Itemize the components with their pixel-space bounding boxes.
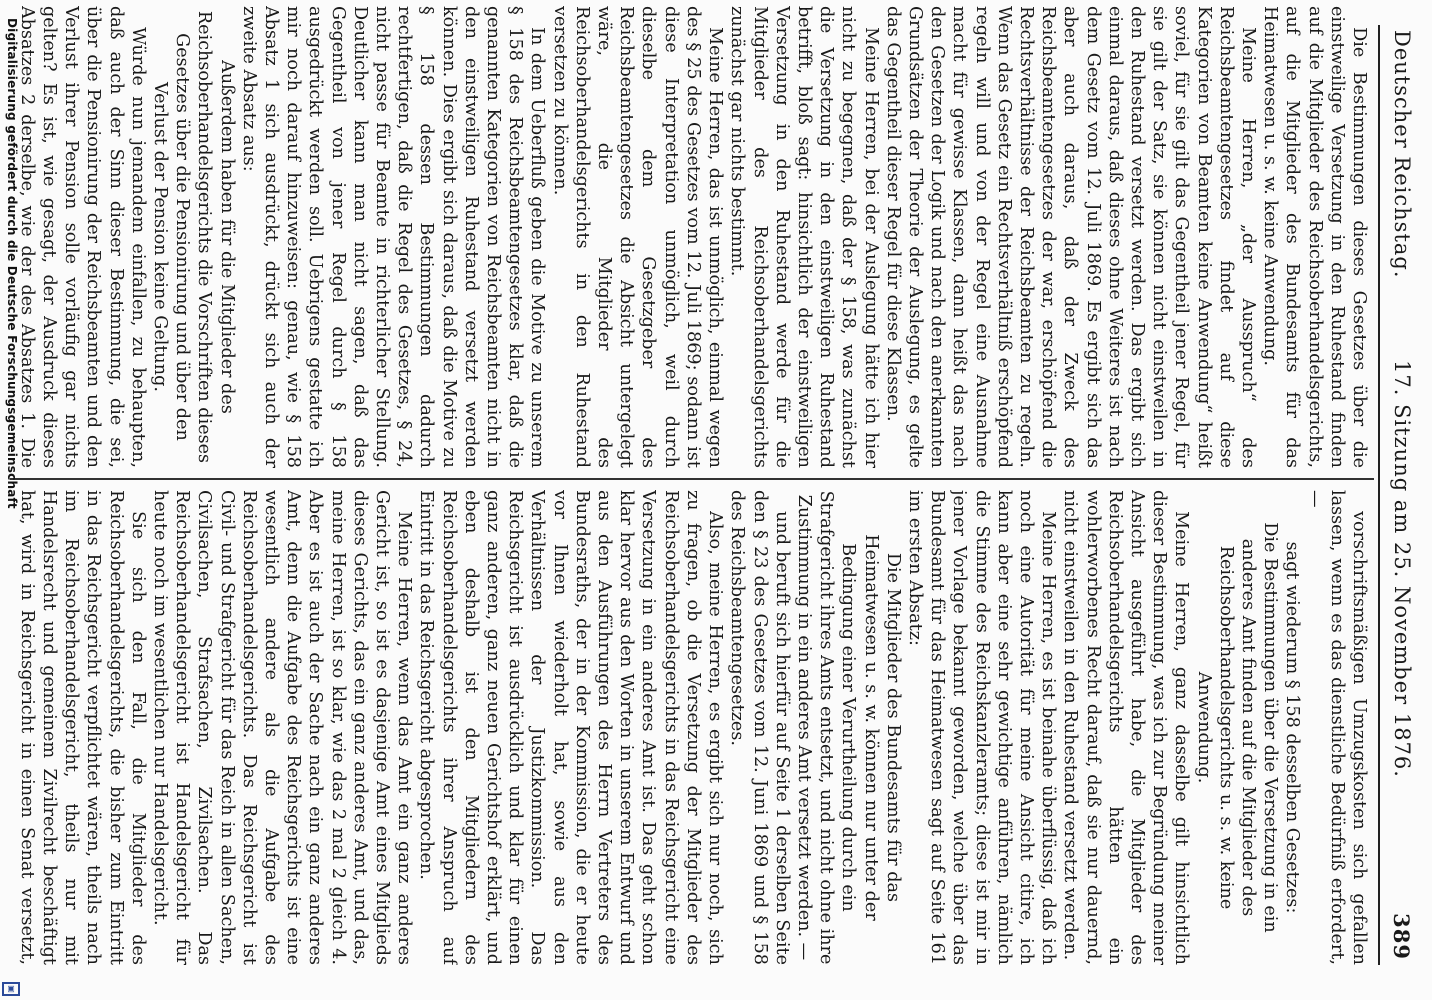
quoted-paragraph: Die Mitglieder des Bundesamts für das Heimatwesen u. s. w. können nur unter der Bedingung einer Verurtheilung durch ein Strafgericht ihres Amts entsetzt, und nicht ohne ihre Zustimmung in ein anderes Amt versetzt werden. — [793,490,903,965]
page-number: 389 [1389,913,1414,960]
funding-note-bar [0,0,22,1000]
paragraph: Also, meine Herren, es ergibt sich nur noch, sich zu fragen, ob die Versetzung der Mitglieder des Reichsoberhandelsgerichts in das Reichsgericht eine Versetzung in ein anderes Amt ist. Das geht schon klar hervor aus den Worten in unserem Entwurf und aus den Ausführungen des Herrn Vertreters des Bundesraths, der in der Kommission, die er heute vor Ihnen wiederholt hat, sowie aus den Verhältnissen der Justizkommission. Das Reichsgericht ist ausdrücklich und klar für einen ganz anderen, ganz neuen Gerichtshof erklärt, und eben deshalb ist den Mitgliedern des Reichsoberhandelsgerichts ihrer Anspruch auf Eintritt in das Reichsgericht abgesprochen. [416,490,726,965]
paragraph: vorschriftsmäßigen Umzugskosten sich gefallen lassen, wenn es das dienstliche Bedürfniß erfordert, — [1304,490,1369,965]
header-session: 17. Sitzung am 25. November 1876. [1390,360,1414,778]
paragraph: Meine Herren, „der Ausspruch“ des Reichsbeamtengesetzes findet auf diese Kategorien von Beamten keine Anwendung“ heißt soviel, für sie gilt das Gegentheil jener Regel, für sie gilt der Satz, sie können nicht einstweilen in den Ruhestand versetzt werden. Das ergibt sich einmal daraus, daß dieses ohne Weiteres ist nach dem Gesetz vom 12. Juli 1869. Es ergibt sich das aber auch daraus, daß der Zweck des Reichsbeamtengesetzes der war, erschöpfend die Rechtsverhältnisse der Reichsbeamten zu regeln. Wenn das Gesetz ein Rechtsverhältniß erschöpfend regeln will und von der Regel eine Ausnahme macht für gewisse Klassen, dann heißt das nach den Gesetzen der Logik und nach den anerkannten Grundsätzen der Theorie der Auslegung, es gelte das Gegentheil dieser Regel für diese Klassen. [882,6,1258,468]
paragraph: Meine Herren, bei der Auslegung hätte ich hier nicht zu begegnen, daß der § 158, was zunächst die Versetzung in den einstweiligen Ruhestand betrifft, bloß sagt: hinsichtlich der einstweiligen Versetzung in den Ruhestand werde für die Mitglieder des Reichsoberhandelsgerichts zunächst gar nichts bestimmt. [727,6,881,468]
header-title: Deutscher Reichstag. [1390,30,1414,279]
header-rule [1378,25,1380,965]
paragraph: sagt wiederum § 158 desselben Gesetzes: [1282,541,1303,914]
quoted-paragraph: Außerdem haben für die Mitglieder des Reichsoberhandelsgerichts die Vorschriften dieses Gesetzes über die Pensionirung und über den Verlust der Pension keine Geltung. [150,10,237,464]
paragraph: Würde nun jemandem einfallen, zu behaupten, daß auch der Sinn dieser Bestimmung, die sei, über die Pensionirung der Reichsbeamten und den Verlust ihrer Pension solle vorläufig gar nichts gelten? Es ist, wie gesagt, der Ausdruck dieses Absatzes 2 derselbe, wie der des Absatzes 1. Die [16,6,148,468]
right-column [15,490,1370,965]
paragraph: und beruft sich hierfür auf Seite 1 derselben Seite den § 23 des Gesetzes vom 12. Juni 1869 und § 158 des Reichsbeamtengesetzes. [727,490,792,965]
funding-note: Digitalisierung gefördert durch die Deutsche Forschungsgemeinschaft [5,18,19,509]
quoted-paragraph: Die Bestimmungen über die Versetzung in ein anderes Amt finden auf die Mitglieder des Reichsoberhandelsgerichts u. s. w. keine Anwendung. [1193,522,1281,933]
paragraph: Meine Herren, das ist unmöglich, einmal wegen des § 25 des Gesetzes vom 12. Juli 1869; sodann ist diese Interpretation unmöglich, weil durch dieselbe dem Gesetzgeber des Reichsbeamtengesetzes die Absicht untergelegt wäre, die Mitglieder des Reichsoberhandelsgerichts in den Ruhestand versetzen zu können. [549,6,726,468]
paragraph: Meine Herren, wenn das Amt ein ganz anderes Gericht ist, so ist es dasjenige Amt eines Mitglieds dieses Gerichts, das ein ganz anderes Amt, und das, meine Herren, ist so klar, wie das 2 mal 2 gleich 4. Aber es ist auch der Sache nach ein ganz anderes Amt, denn die Aufgabe des Reichsgerichts ist eine wesentlich andere als die Aufgabe des Reichsoberhandelsgerichts. Das Reichsgericht ist Civil- und Strafgericht für das Reich in allen Sachen, Civilsachen, Strafsachen, Zivilsachen. Das Reichsoberhandelsgericht ist Handelsgericht für heute noch im wesentlichen nur Handelsgericht. [150,490,415,965]
paragraph: Sie sich den Fall, die Mitglieder des Reichsoberhandelsgerichts, die bisher zum Eintritt in das Reichsgericht verpflichtet wären, theils nach im Reichsoberhandelsgericht, theils nur mit Handelsrecht und gemeinem Zivilrecht beschäftigt hat, wird in Reichsgericht in einen Senat versetzt, [16,490,148,965]
dfg-logo-icon: ▣ [2,982,20,996]
paragraph: Die Bestimmungen dieses Gesetzes über die einstweilige Versetzung in den Ruhestand finden auf die Mitglieder des Reichsoberhandelsgerichts, auf die Mitglieder des Bundesamts für das Heimatwesen u. s. w. keine Anwendung. [1260,6,1369,468]
paragraph: Meine Herren, es ist beinahe überflüssig, daß ich noch eine Autorität für meine Ansicht citire, ich kann aber eine sehr gewichtige anführen, nämlich die Stimme des Reichskanzleramts; diese ist mir in jener Vorlage bekannt geworden, welche über das Bundesamt für das Heimatwesen sagt auf Seite 161 im ersten Absatz: [904,490,1059,965]
paragraph: In dem Ueberfluß geben die Motive zu unserem § 158 des Reichsbeamtengesetzes klar, daß die genannten Kategorien von Reichsbeamten nicht in den einstweiligen Ruhestand versetzt werden können. Dies ergibt sich daraus, daß die Motive zu § 158 dessen Bestimmungen dadurch rechtfertigen, daß die Regel des Gesetzes, § 24, nicht passe für Beamte in richterlicher Stellung. Deutlicher kann man nicht sagen, daß das Gegentheil von jener Regel durch § 158 ausgedrückt werden soll. Uebrigens gestatte ich mir noch darauf hinzuweisen: genau, wie § 158 Absatz 1 sich ausdrückt, drückt sich auch der zweite Absatz aus: [238,6,548,468]
column-divider [10,478,1374,480]
paragraph: Meine Herren, ganz dasselbe gilt hinsichtlich dieser Bestimmung, was ich zur Begründung meiner Ansicht ausgeführt habe, die Mitglieder des Reichsoberhandelsgerichts hätten ein wohlerworbenes Recht darauf, daß sie nur dauernd, nicht einstweilen in den Ruhestand versetzt werden. [1060,490,1192,965]
page-header [1384,30,1414,960]
left-column [15,6,1370,468]
